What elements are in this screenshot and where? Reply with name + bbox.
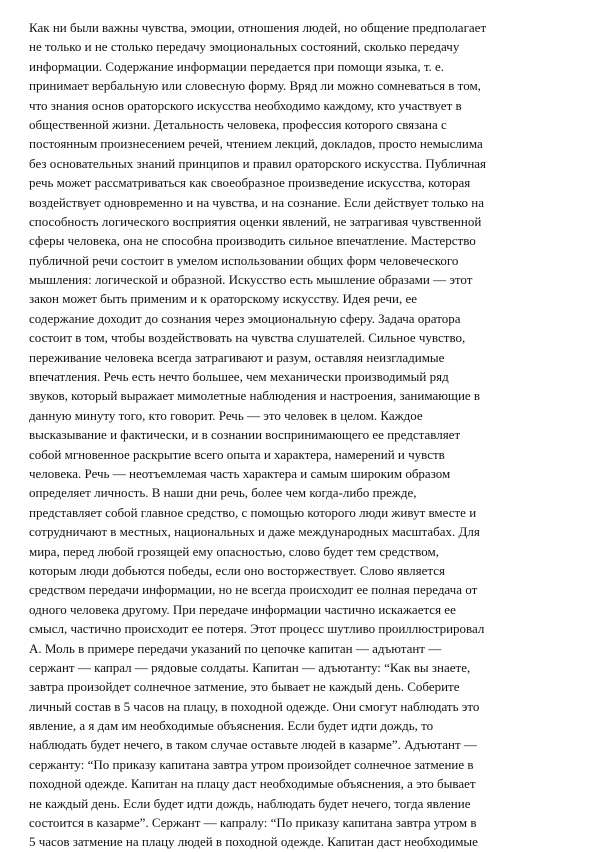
text-line: способность логического восприятия оценки явлений, не затрагивая чувственной (29, 213, 482, 229)
text-line: содержание доходит до сознания через эмоциональную сферу. Задача оратора (29, 310, 461, 326)
text-line: воздействует одновременно и на чувства, и на сознание. Если действует только на (29, 194, 485, 210)
text-line: собой мгновенное раскрытие всего опыта и характера, намерений и чувств (29, 446, 445, 462)
text-line: Как ни были важны чувства, эмоции, отношения людей, но общение предполагает (29, 20, 487, 35)
text-line: мышления: логической и образной. Искусство есть мышление образами — этот (29, 272, 473, 288)
text-line: завтра произойдет солнечное затмение, это бывает не каждый день. Соберите (29, 679, 460, 695)
text-line: состоит в том, чтобы воздействовать на чувства слушателей. Сильное чувство, (29, 330, 466, 346)
text-line: без основательных знаний принципов и правил ораторского искусства. Публичная (29, 155, 487, 171)
text-line: закон может быть применим и к ораторскому искусству. Идея речи, ее (29, 291, 418, 307)
body-text (29, 18, 569, 850)
text-line: высказывание и фактически, и в сознании воспринимающего ее представляет (29, 427, 461, 443)
text-line: принимает вербальную или словесную форму. Вряд ли можно сомневаться в том, (29, 78, 481, 94)
text-line: публичной речи состоит в умелом использовании общих форм человеческого (29, 252, 459, 268)
text-line: речь может рассматриваться как своеобразное произведение искусства, которая (29, 175, 471, 191)
text-line: сферы человека, она не способна производить сильное впечатление. Мастерство (29, 233, 476, 249)
text-line: походной одежде. Капитан на плацу даст необходимые объяснения, а это бывает (29, 776, 476, 792)
text-line: которым люди добьются победы, если оно восторжествует. Слово является (29, 562, 445, 578)
text-line: сержанту: “По приказу капитана завтра утром произойдет солнечное затмение в (29, 756, 474, 772)
text-line: переживание человека всегда затрагивают и разум, оставляя неизгладимые (29, 349, 445, 365)
text-line: явление, а я дам им необходимые объяснения. Если будет идти дождь, то (29, 718, 434, 734)
text-line: сержант — капрал — рядовые солдаты. Капитан — адъютанту: “Как вы знаете, (29, 659, 471, 675)
text-line: мира, перед любой грозящей ему опасностью, слово будет тем средством, (29, 543, 440, 559)
text-line: постоянным произнесением речей, чтением лекций, докладов, просто немыслима (29, 136, 483, 152)
text-line: определяет личность. В наши дни речь, более чем когда-либо прежде, (29, 485, 417, 501)
text-line: наблюдать будет нечего, в таком случае оставьте людей в казарме”. Адъютант — (29, 737, 477, 753)
text-line: средством передачи информации, но не всегда происходит ее полная передача от (29, 582, 478, 598)
text-line: звуков, который выражает мимолетные наблюдения и настроения, занимающие в (29, 388, 481, 404)
text-line: представляет собой главное средство, с помощью которого люди живут вместе и (29, 504, 477, 520)
text-line: информации. Содержание информации передается при помощи языка, т. е. (29, 58, 445, 74)
text-line: данную минуту того, кто говорит. Речь — это человек в целом. Каждое (29, 407, 423, 423)
text-line: личный состав в 5 часов на плацу, в походной одежде. Они смогут наблюдать это (29, 698, 480, 714)
text-line: сотрудничают в местных, национальных и даже международных масштабах. Для (29, 524, 480, 540)
text-line: смысл, частично происходит ее потеря. Этот процесс шутливо проиллюстрировал (29, 621, 485, 637)
text-line: не только и не столько передачу эмоциональных состояний, сколько передачу (29, 39, 460, 55)
text-line: общественной жизни. Детальность человека, профессия которого связана с (29, 116, 447, 132)
text-line: впечатления. Речь есть нечто большее, чем механически производимый ряд (29, 369, 449, 385)
text-line: одного человека другому. При передаче информации частично искажается ее (29, 601, 456, 617)
text-line: 5 часов затмение на плацу людей в походной одежде. Капитан даст необходимые (29, 834, 478, 850)
text-line: не каждый день. Если будет идти дождь, наблюдать будет нечего, тогда явление (29, 795, 471, 811)
text-line: А. Моль в примере передачи указаний по цепочке капитан — адъютант — (29, 640, 442, 656)
text-line: состоится в казарме”. Сержант — капралу: “По приказу капитана завтра утром в (29, 815, 477, 831)
text-line: что знания основ ораторского искусства необходимо каждому, кто участвует в (29, 97, 462, 113)
text-line: человека. Речь — неотъемлемая часть характера и самым широким образом (29, 465, 451, 481)
